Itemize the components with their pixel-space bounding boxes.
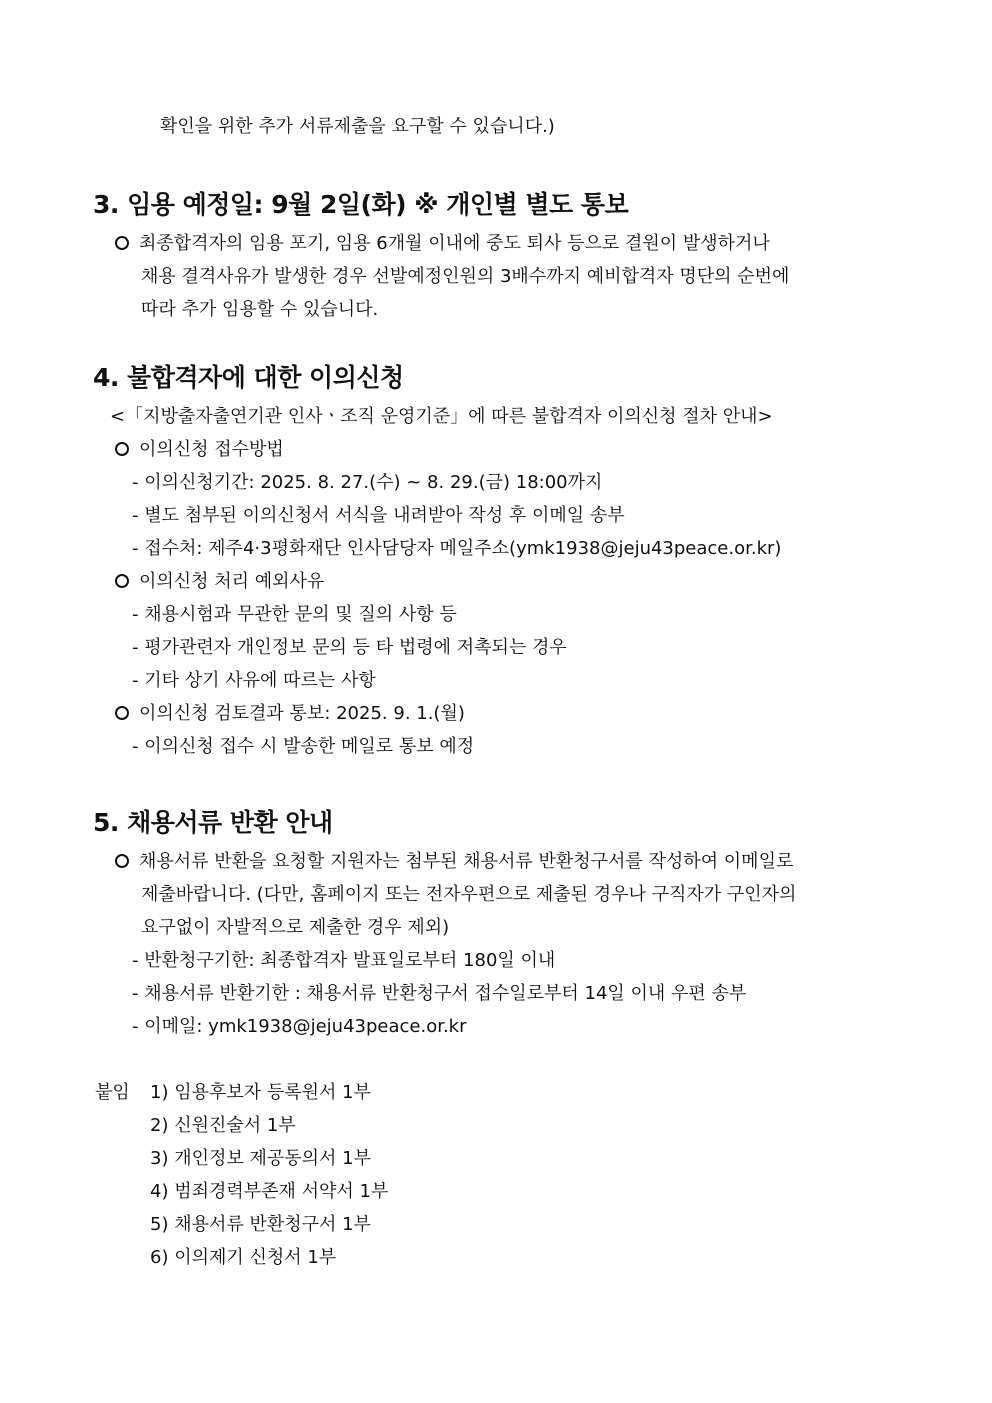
section-4-exception-item: - 평가관련자 개인정보 문의 등 타 법령에 저촉되는 경우 (132, 637, 567, 658)
section-3-bullet-text-1: 최종합격자의 임용 포기, 임용 6개월 이내에 중도 퇴사 등으로 결원이 발생하거나 (139, 233, 770, 254)
intro-continuation: 확인을 위한 추가 서류제출을 요구할 수 있습니다.) (160, 116, 555, 137)
attachments-label: 붙임 (95, 1082, 130, 1103)
attachment-item: 6) 이의제기 신청서 1부 (150, 1247, 337, 1268)
hollow-circle-bullet-icon (115, 236, 129, 250)
attachment-item: 5) 채용서류 반환청구서 1부 (150, 1214, 371, 1235)
attachment-item: 1) 임용후보자 등록원서 1부 (150, 1082, 371, 1103)
section-5-heading: 5. 채용서류 반환 안내 (93, 808, 333, 837)
section-5-bullet-line-3: 요구없이 자발적으로 제출한 경우 제외) (141, 917, 450, 938)
section-5-item: - 채용서류 반환기한 : 채용서류 반환청구서 접수일로부터 14일 이내 우편 송부 (132, 983, 747, 1004)
section-4-exception-item: - 채용시험과 무관한 문의 및 질의 사항 등 (132, 604, 457, 625)
section-5-bullet-text-1: 채용서류 반환을 요청할 지원자는 첨부된 채용서류 반환청구서를 작성하여 이메일로 (139, 851, 794, 872)
section-3-bullet-line-1 (115, 233, 770, 255)
section-4-note: <「지방출자출연기관 인사ㆍ조직 운영기준」에 따른 불합격자 이의신청 절차 안내> (110, 406, 773, 427)
section-4-result-item: - 이의신청 접수 시 발송한 메일로 통보 예정 (132, 736, 475, 757)
attachment-item: 3) 개인정보 제공동의서 1부 (150, 1148, 371, 1169)
hollow-circle-bullet-icon (115, 706, 129, 720)
section-4-method-title (115, 439, 284, 461)
hollow-circle-bullet-icon (115, 442, 129, 456)
section-4-heading: 4. 불합격자에 대한 이의신청 (93, 363, 404, 392)
hollow-circle-bullet-icon (115, 854, 129, 868)
section-4-exception-title (115, 571, 324, 593)
section-4-result-title-text: 이의신청 검토결과 통보: 2025. 9. 1.(월) (139, 703, 465, 724)
section-4-method-title-text: 이의신청 접수방법 (139, 439, 284, 460)
section-5-bullet-line-1 (115, 851, 793, 873)
section-3-bullet-line-3: 따라 추가 임용할 수 있습니다. (141, 299, 379, 320)
attachment-item: 4) 범죄경력부존재 서약서 1부 (150, 1181, 389, 1202)
section-5-item: - 반환청구기한: 최종합격자 발표일로부터 180일 이내 (132, 950, 556, 971)
section-5-bullet-line-2: 제출바랍니다. (다만, 홈페이지 또는 전자우편으로 제출된 경우나 구직자가 구인자의 (141, 884, 797, 905)
attachment-item: 2) 신원진술서 1부 (150, 1115, 296, 1136)
section-3-heading: 3. 임용 예정일: 9월 2일(화) ※ 개인별 별도 통보 (93, 190, 629, 219)
hollow-circle-bullet-icon (115, 574, 129, 588)
section-4-method-item: - 이의신청기간: 2025. 8. 27.(수) ~ 8. 29.(금) 18:00까지 (132, 472, 603, 493)
section-4-exception-item: - 기타 상기 사유에 따르는 사항 (132, 670, 376, 691)
section-3-bullet-line-2: 채용 결격사유가 발생한 경우 선발예정인원의 3배수까지 예비합격자 명단의 순번에 (141, 266, 790, 287)
section-4-method-item: - 별도 첨부된 이의신청서 서식을 내려받아 작성 후 이메일 송부 (132, 505, 625, 526)
section-5-item: - 이메일: ymk1938@jeju43peace.or.kr (132, 1016, 467, 1037)
section-4-method-item: - 접수처: 제주4·3평화재단 인사담당자 메일주소(ymk1938@jeju43peace.or.kr) (132, 538, 782, 559)
section-4-exception-title-text: 이의신청 처리 예외사유 (139, 571, 325, 592)
section-4-result-title (115, 703, 465, 725)
